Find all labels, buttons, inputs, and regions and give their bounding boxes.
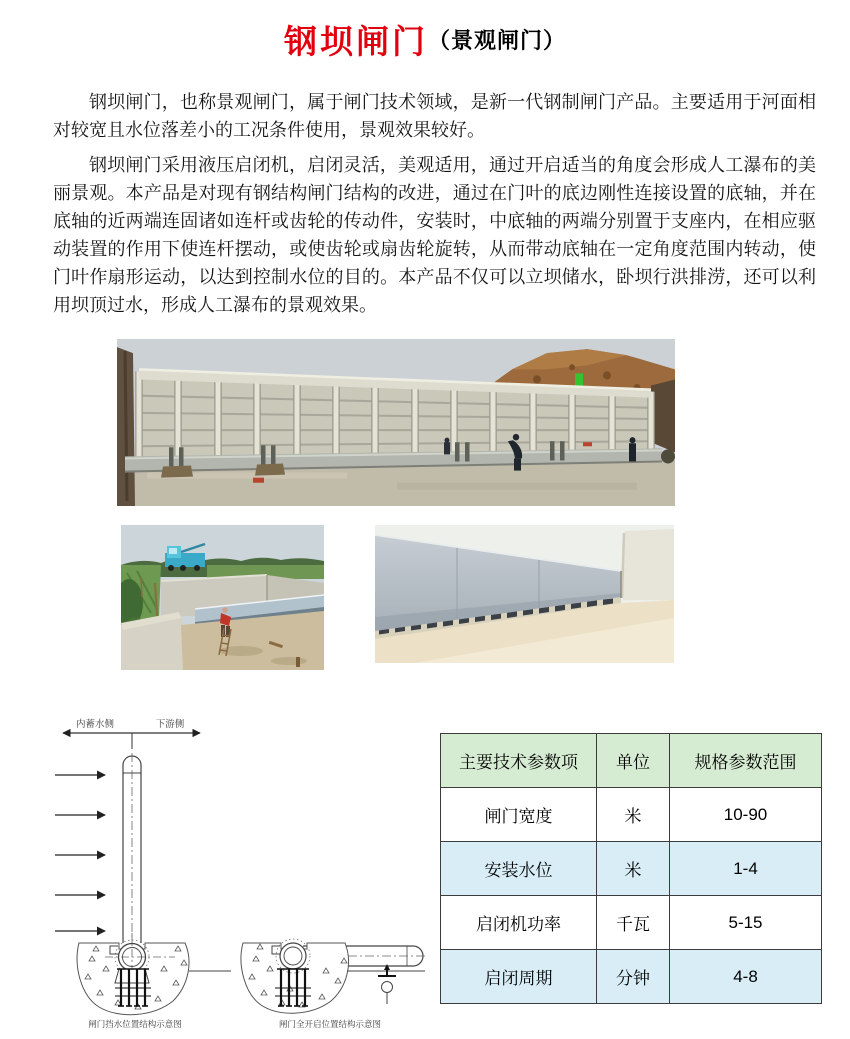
ground-streak [397, 483, 637, 490]
spec-range: 4-8 [670, 950, 822, 1004]
ground-stain [271, 657, 307, 665]
back-wall [621, 529, 674, 600]
green-marker [575, 373, 583, 386]
worker-standing [629, 437, 636, 461]
label-downstream-side: 下游侧 [155, 719, 185, 730]
page-title-sub: （景观闸门） [427, 28, 566, 53]
spec-unit: 分钟 [597, 950, 670, 1004]
red-mark [583, 442, 592, 446]
diagram-svg [35, 703, 425, 1035]
debris [296, 657, 300, 667]
photo-gate-installation [121, 525, 324, 670]
photo3-illustration [375, 525, 674, 663]
spec-range: 1-4 [670, 842, 822, 896]
diagram-gate-open [241, 939, 425, 1029]
roller-wheel [661, 449, 675, 463]
structure-diagram [35, 703, 425, 1035]
description-paragraph: 钢坝闸门采用液压启闭机，启闭灵活，美观适用，通过开启适当的角度会形成人工瀑布的美丽景观。本产品是对现有钢结构闸门结构的改进，通过在门叶的底边刚性连接设置的底轴，并在底轴的近两端连固诸如连杆或齿轮的传动件，安装时，中底轴的两端分别置于支座内，在相应驱动装置的作用下使连杆摆动，或使齿轮或扇齿轮旋转，从而带动底轴在一定角度范围内转动，使门叶作扇形运动，以达到控制水位的目的。本产品不仅可以立坝储水，卧坝行洪排涝，还可以利用坝顶过水，形成人工瀑布的景观效果。 [53, 155, 816, 315]
pipe-support-block [255, 463, 285, 475]
spec-param: 安装水位 [441, 842, 597, 896]
photo-steel-dam-gate-yard [117, 339, 675, 506]
spec-row-cycle-time [441, 950, 822, 1004]
mound-speckle [569, 364, 575, 370]
mound-speckle [603, 371, 611, 379]
red-object [253, 478, 264, 483]
spec-range: 10-90 [670, 788, 822, 842]
label-storage-side: 内蓄水侧 [75, 719, 115, 730]
spec-table [440, 733, 822, 1004]
diagram-gate-closed [55, 718, 231, 1029]
wall-streak [125, 351, 127, 501]
spec-header-row [441, 734, 822, 788]
water-pressure-arrows [55, 775, 105, 931]
spec-row-gate-width [441, 788, 822, 842]
mound-speckle [533, 375, 541, 383]
photo1-illustration [117, 339, 675, 506]
spec-header-unit: 单位 [597, 734, 670, 788]
wood-stake [141, 577, 142, 597]
pipe-support-block [161, 466, 193, 478]
spec-unit: 米 [597, 842, 670, 896]
spec-header-param: 主要技术参数项 [441, 734, 597, 788]
page-title [0, 16, 850, 63]
spec-unit: 米 [597, 788, 670, 842]
spec-unit: 千瓦 [597, 896, 670, 950]
end-support [378, 964, 396, 1004]
spec-row-install-water-level [441, 842, 822, 896]
intro-paragraph: 钢坝闸门，也称景观闸门，属于闸门技术领域，是新一代钢制闸门产品。主要适用于河面相对较宽且水位落差小的工况条件使用，景观效果较好。 [53, 92, 816, 140]
photo2-illustration [121, 525, 324, 670]
worker-small [444, 438, 450, 455]
spec-param: 启闭机功率 [441, 896, 597, 950]
spec-header-range: 规格参数范围 [670, 734, 822, 788]
spec-range: 5-15 [670, 896, 822, 950]
caption-closed-position: 闸门挡水位置结构示意图 [88, 1019, 182, 1029]
photo-gate-installed [375, 525, 674, 663]
spec-param: 启闭周期 [441, 950, 597, 1004]
spec-row-hoist-power [441, 896, 822, 950]
caption-open-position: 闸门全开启位置结构示意图 [278, 1019, 382, 1029]
page-title-main: 钢坝闸门 [283, 23, 428, 60]
spec-param: 闸门宽度 [441, 788, 597, 842]
body-text [53, 88, 816, 326]
